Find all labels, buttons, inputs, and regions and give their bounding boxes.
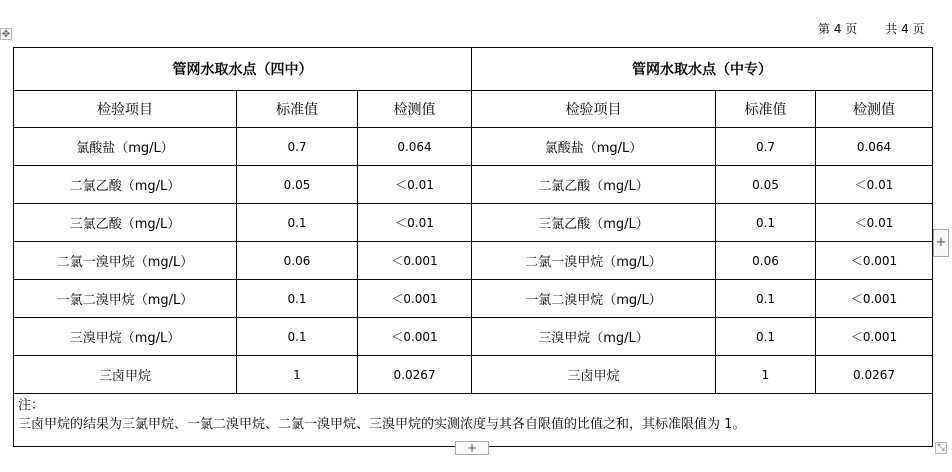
note-text: 三卤甲烷的结果为三氯甲烷、一氯二溴甲烷、二氯一溴甲烷、三溴甲烷的实测浓度与其各自限值的比值之和，其标准限值为 1。 <box>18 417 746 432</box>
right-header-item[interactable]: 检验项目 <box>472 91 716 128</box>
left-standard-cell[interactable]: 0.06 <box>237 242 358 280</box>
left-value-cell[interactable]: ＜0.001 <box>358 318 472 356</box>
right-value-cell[interactable]: ＜0.001 <box>816 280 933 318</box>
right-section-title[interactable]: 管网水取水点（中专） <box>472 48 933 91</box>
left-standard-cell[interactable]: 0.1 <box>237 318 358 356</box>
left-standard-cell[interactable]: 0.05 <box>237 166 358 204</box>
right-header-standard[interactable]: 标准值 <box>716 91 816 128</box>
right-item-cell[interactable]: 二氯一溴甲烷（mg/L） <box>472 242 716 280</box>
test-results-table <box>13 47 933 447</box>
left-standard-cell[interactable]: 0.1 <box>237 204 358 242</box>
right-item-cell[interactable]: 三卤甲烷 <box>472 356 716 394</box>
left-item-cell[interactable]: 三溴甲烷（mg/L） <box>14 318 237 356</box>
right-item-cell[interactable]: 一氯二溴甲烷（mg/L） <box>472 280 716 318</box>
add-column-button[interactable]: + <box>933 229 949 257</box>
add-row-button[interactable]: + <box>455 441 489 455</box>
right-value-cell[interactable]: 0.0267 <box>816 356 933 394</box>
page-current: 第 4 页 <box>818 22 858 36</box>
right-standard-cell[interactable]: 0.1 <box>716 204 816 242</box>
table-row <box>14 204 933 242</box>
right-value-cell[interactable]: ＜0.01 <box>816 166 933 204</box>
left-value-cell[interactable]: 0.064 <box>358 128 472 166</box>
right-header-value[interactable]: 检测值 <box>816 91 933 128</box>
left-item-cell[interactable]: 一氯二溴甲烷（mg/L） <box>14 280 237 318</box>
right-standard-cell[interactable]: 0.7 <box>716 128 816 166</box>
right-standard-cell[interactable]: 1 <box>716 356 816 394</box>
page-number <box>818 20 925 37</box>
page-total: 共 4 页 <box>885 22 925 36</box>
left-header-standard[interactable]: 标准值 <box>237 91 358 128</box>
left-header-value[interactable]: 检测值 <box>358 91 472 128</box>
right-value-cell[interactable]: 0.064 <box>816 128 933 166</box>
right-standard-cell[interactable]: 0.06 <box>716 242 816 280</box>
table-move-handle-icon[interactable]: ✥ <box>1 29 11 40</box>
right-item-cell[interactable]: 三溴甲烷（mg/L） <box>472 318 716 356</box>
right-item-cell[interactable]: 三氯乙酸（mg/L） <box>472 204 716 242</box>
right-item-cell[interactable]: 二氯乙酸（mg/L） <box>472 166 716 204</box>
right-item-cell[interactable]: 氯酸盐（mg/L） <box>472 128 716 166</box>
left-value-cell[interactable]: ＜0.001 <box>358 242 472 280</box>
table-row <box>14 128 933 166</box>
left-item-cell[interactable]: 二氯一溴甲烷（mg/L） <box>14 242 237 280</box>
header-row <box>14 91 933 128</box>
table-row <box>14 280 933 318</box>
title-row <box>14 48 933 91</box>
table-row <box>14 242 933 280</box>
left-item-cell[interactable]: 二氯乙酸（mg/L） <box>14 166 237 204</box>
table-row <box>14 356 933 394</box>
note-row <box>14 394 933 447</box>
left-value-cell[interactable]: ＜0.001 <box>358 280 472 318</box>
left-standard-cell[interactable]: 0.1 <box>237 280 358 318</box>
left-standard-cell[interactable]: 1 <box>237 356 358 394</box>
left-section-title[interactable]: 管网水取水点（四中） <box>14 48 472 91</box>
left-header-item[interactable]: 检验项目 <box>14 91 237 128</box>
note-label: 注： <box>18 398 45 413</box>
table-row <box>14 166 933 204</box>
right-standard-cell[interactable]: 0.05 <box>716 166 816 204</box>
left-standard-cell[interactable]: 0.7 <box>237 128 358 166</box>
left-value-cell[interactable]: 0.0267 <box>358 356 472 394</box>
left-item-cell[interactable]: 三氯乙酸（mg/L） <box>14 204 237 242</box>
table-resize-handle-icon[interactable]: ⤡ <box>935 442 947 454</box>
left-item-cell[interactable]: 氯酸盐（mg/L） <box>14 128 237 166</box>
right-standard-cell[interactable]: 0.1 <box>716 318 816 356</box>
right-value-cell[interactable]: ＜0.001 <box>816 242 933 280</box>
table-row <box>14 318 933 356</box>
left-value-cell[interactable]: ＜0.01 <box>358 166 472 204</box>
right-value-cell[interactable]: ＜0.001 <box>816 318 933 356</box>
right-value-cell[interactable]: ＜0.01 <box>816 204 933 242</box>
note-cell[interactable] <box>14 394 933 447</box>
left-item-cell[interactable]: 三卤甲烷 <box>14 356 237 394</box>
left-value-cell[interactable]: ＜0.01 <box>358 204 472 242</box>
right-standard-cell[interactable]: 0.1 <box>716 280 816 318</box>
